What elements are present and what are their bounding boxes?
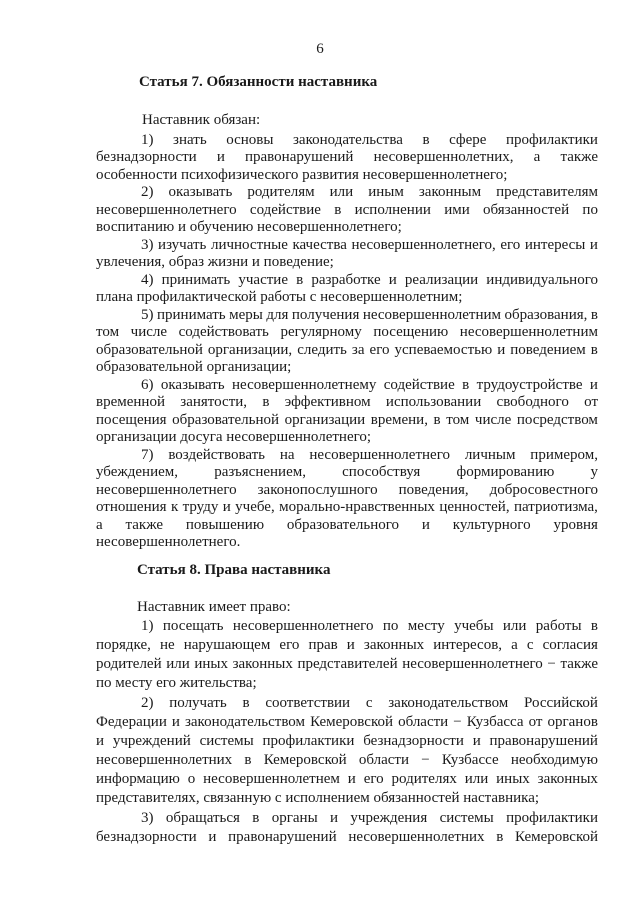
page-number: 6 — [316, 41, 324, 57]
article-7-line-9: 4) принимать участие в разработке и реализации индивидуального — [141, 272, 598, 288]
article-7-line-4: 2) оказывать родителям или иным законным представителям — [141, 184, 598, 200]
article-7-line-17: посещения образовательной организации времени, в том числе посредством — [96, 412, 598, 428]
article-7-line-16: временной занятости, в эффективном использовании свободного от — [96, 394, 598, 410]
article-7-line-20: убеждением, разъяснением, способствуя формированию у — [96, 464, 598, 480]
article-8-line-3: родителей или иных законных представителей несовершеннолетнего − также — [96, 656, 598, 672]
article-7-line-5: несовершеннолетнего содействие в исполнении ими обязанностей по — [96, 202, 598, 218]
article-7-line-21: несовершеннолетнего законопослушного поведения, добросовестного — [96, 482, 598, 498]
article-7-line-19: 7) воздействовать на несовершеннолетнего личным примером, — [141, 447, 598, 463]
article-7-line-24: несовершеннолетнего. — [96, 534, 241, 550]
article-7-line-12: том числе содействовать регулярному посещению несовершеннолетним — [96, 324, 598, 340]
article-7-title: Статья 7. Обязанности наставника — [139, 74, 378, 90]
article-7-line-6: воспитанию и обучению несовершеннолетнего; — [96, 219, 402, 235]
article-7-line-18: организации досуга несовершеннолетнего; — [96, 429, 372, 445]
article-8-line-6: Федерации и законодательством Кемеровской области − Кузбасса от органов — [96, 714, 598, 730]
article-7-line-11: 5) принимать меры для получения несовершеннолетним образования, в — [141, 307, 598, 323]
article-8-line-2: порядке, не нарушающем его прав и законных интересов, а с согласия — [96, 637, 598, 653]
article-8-line-5: 2) получать в соответствии с законодательством Российской — [141, 695, 598, 711]
article-7-line-13: образовательной организации, следить за его успеваемостью и поведением в — [96, 342, 598, 358]
article-8-line-10: представителях, связанную с исполнением обязанностей наставника; — [96, 790, 540, 806]
article-8-line-4: по месту его жительства; — [96, 675, 257, 691]
article-8-title: Статья 8. Права наставника — [137, 562, 331, 578]
article-7-line-23: а также повышению образовательного и культурного уровня — [96, 517, 598, 533]
article-7-line-7: 3) изучать личностные качества несовершеннолетнего, его интересы и — [141, 237, 598, 253]
article-7-line-8: увлечения, образ жизни и поведение; — [96, 254, 334, 270]
article-7-line-2: безнадзорности и правонарушений несовершеннолетних, а также — [96, 149, 598, 165]
article-8-line-8: несовершеннолетних в Кемеровской области − Кузбассе необходимую — [96, 752, 598, 768]
article-7-line-10: плана профилактической работы с несовершеннолетним; — [96, 289, 463, 305]
article-7-line-14: образовательной организации; — [96, 359, 292, 375]
article-8-line-9: информацию о несовершеннолетнем и его родителях или иных законных — [96, 771, 598, 787]
article-8-line-1: 1) посещать несовершеннолетнего по месту учебы или работы в — [141, 618, 598, 634]
article-7-line-1: 1) знать основы законодательства в сфере профилактики — [141, 132, 598, 148]
article-7-intro: Наставник обязан: — [142, 112, 261, 128]
article-8-line-12: безнадзорности и правонарушений несовершеннолетних в Кемеровской — [96, 829, 598, 845]
article-7-line-15: 6) оказывать несовершеннолетнему содействие в трудоустройстве и — [141, 377, 598, 393]
article-7-line-22: отношения к труду и учебе, морально-нравственных ценностей, патриотизма, — [96, 499, 598, 515]
article-7-line-3: особенности психофизического развития несовершеннолетнего; — [96, 167, 508, 183]
article-8-intro: Наставник имеет право: — [137, 599, 291, 615]
article-8-line-7: и учреждений системы профилактики безнадзорности и правонарушений — [96, 733, 598, 749]
article-8-line-11: 3) обращаться в органы и учреждения системы профилактики — [141, 810, 598, 826]
